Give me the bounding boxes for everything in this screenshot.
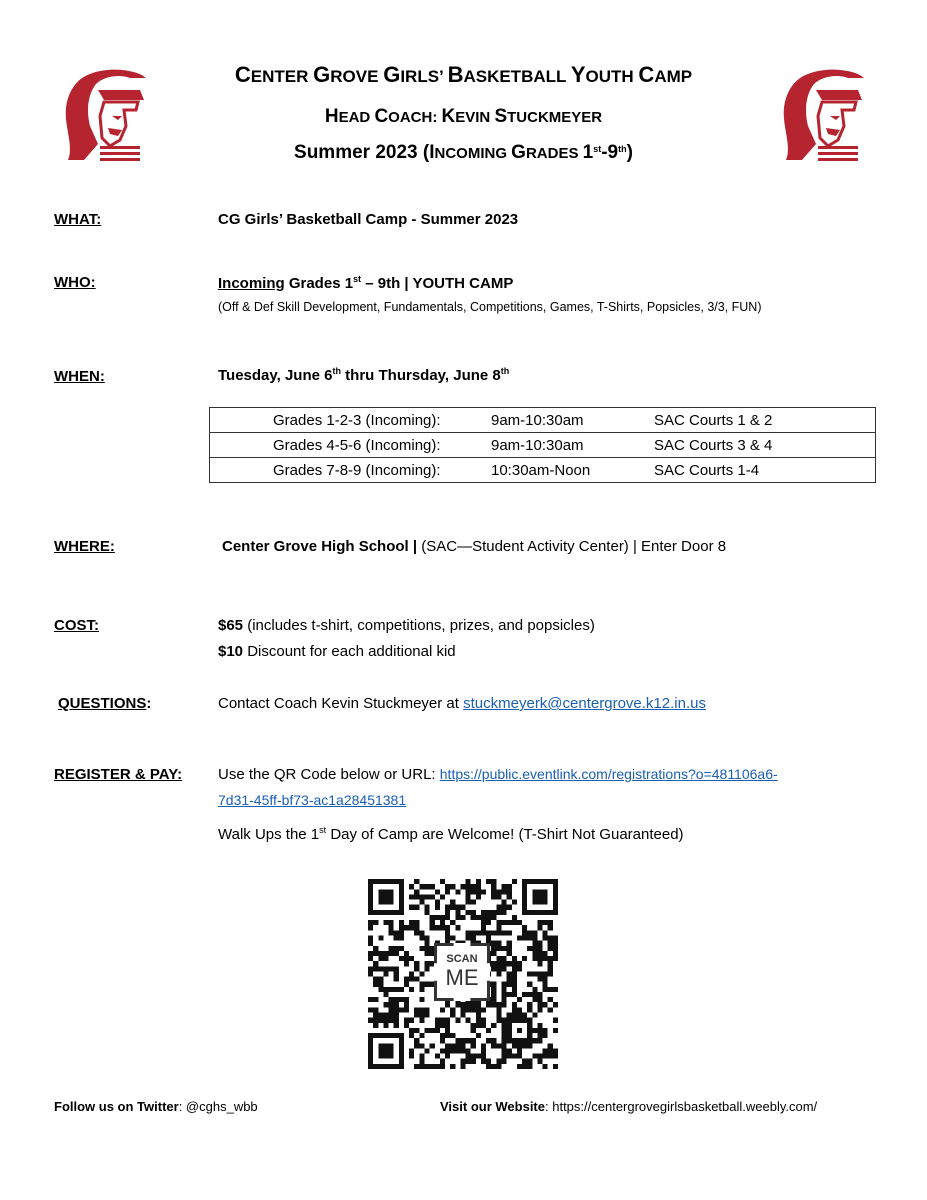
questions-text: Contact Coach Kevin Stuckmeyer at: [218, 695, 464, 712]
website-url[interactable]: : https://centergrovegirlsbasketball.weebly.com/: [545, 1099, 818, 1114]
title-word: YOUTH: [570, 62, 634, 87]
page-title: [0, 62, 927, 88]
cost-price: $65: [218, 617, 244, 634]
questions-label: [58, 695, 151, 712]
season-line: [0, 142, 927, 164]
title-word: STUCKMEYER: [494, 106, 603, 127]
season-sup2: th: [618, 144, 627, 154]
schedule-grades: Grades 7-8-9 (Incoming):: [210, 458, 492, 483]
website-label: Visit our Website: [440, 1099, 545, 1114]
walkup-sup: st: [319, 825, 327, 835]
schedule-grades: Grades 4-5-6 (Incoming):: [210, 433, 492, 458]
when-b: thru Thursday, June 8: [341, 367, 501, 384]
registration-url-link[interactable]: https://public.eventlink.com/registrations?o=481106a6-: [439, 766, 778, 782]
register-label: REGISTER & PAY:: [54, 766, 183, 783]
schedule-location: SAC Courts 1-4: [654, 458, 876, 483]
season-a: Summer 2023 (: [294, 142, 430, 163]
register-text: Use the QR Code below or URL:: [218, 766, 440, 783]
website-line: [440, 1099, 817, 1114]
schedule-location: SAC Courts 3 & 4: [654, 433, 876, 458]
title-word: KEVIN: [441, 106, 491, 127]
who-sup: st: [353, 274, 362, 284]
when-a: Tuesday, June 6: [218, 367, 333, 384]
who-details: (Off & Def Skill Development, Fundamentals, Competitions, Games, T-Shirts, Popsicles, 3/3, FUN): [218, 300, 762, 314]
schedule-row: [210, 408, 876, 433]
title-word: CENTER: [234, 62, 309, 87]
season-d: ): [626, 142, 633, 163]
when-sup2: th: [500, 366, 510, 376]
schedule-time: 9am-10:30am: [491, 408, 654, 433]
who-incoming: Incoming: [218, 275, 285, 292]
registration-url-link-cont[interactable]: 7d31-45ff-bf73-ac1a28451381: [218, 792, 407, 808]
twitter-handle[interactable]: : @cghs_wbb: [178, 1099, 258, 1114]
twitter-label: Follow us on Twitter: [54, 1099, 179, 1114]
season-c: -9: [601, 142, 619, 163]
walkup-b: Day of Camp are Welcome! (T-Shirt Not Guaranteed): [326, 826, 684, 843]
title-word: GIRLS’: [383, 62, 443, 87]
when-value: [218, 366, 509, 384]
schedule-location: SAC Courts 1 & 2: [654, 408, 876, 433]
register-line1: [218, 766, 778, 783]
title-word: CAMP: [638, 62, 693, 87]
questions-label-text: QUESTIONS: [58, 695, 147, 712]
schedule-table: [209, 407, 876, 483]
cost-discount-line: [218, 643, 456, 660]
cost-price-text: (includes t-shirt, competitions, prizes, and popsicles): [243, 617, 595, 634]
season-b: INCOMING GRADES 1: [429, 142, 594, 163]
where-rest: (SAC—Student Activity Center) | Enter Door 8: [417, 538, 727, 555]
qr-code[interactable]: [368, 879, 558, 1069]
what-value: CG Girls’ Basketball Camp - Summer 2023: [218, 211, 519, 228]
register-line2: [218, 792, 406, 808]
when-label: WHEN:: [54, 368, 105, 385]
twitter-line: [54, 1099, 258, 1114]
what-label: WHAT:: [54, 211, 102, 228]
who-label: WHO:: [54, 274, 96, 291]
title-word: GROVE: [313, 62, 379, 87]
scan-me-box: [434, 943, 490, 1001]
questions-colon: :: [146, 695, 152, 712]
schedule-time: 9am-10:30am: [491, 433, 654, 458]
schedule-row: [210, 458, 876, 483]
when-sup1: th: [332, 366, 341, 376]
title-word: HEAD: [324, 106, 371, 127]
cost-price-line: [218, 617, 595, 634]
title-word: COACH:: [374, 106, 438, 127]
where-school: Center Grove High School |: [222, 538, 418, 555]
coach-email-link[interactable]: stuckmeyerk@centergrove.k12.in.us: [463, 695, 706, 712]
scan-text: SCAN: [446, 953, 478, 965]
season-sup1: st: [593, 144, 602, 154]
who-value: [218, 274, 513, 292]
where-label: WHERE:: [54, 538, 115, 555]
questions-value: [218, 695, 706, 712]
cost-discount-text: Discount for each additional kid: [243, 643, 456, 660]
who-grades-b: – 9th | YOUTH CAMP: [361, 275, 514, 292]
head-coach-line: [0, 106, 927, 128]
cost-label: COST:: [54, 617, 99, 634]
walkup-a: Walk Ups the 1: [218, 826, 320, 843]
me-text: ME: [445, 965, 479, 990]
title-word: BASKETBALL: [447, 62, 567, 87]
schedule-row: [210, 433, 876, 458]
who-grades-a: Grades 1: [284, 275, 354, 292]
schedule-time: 10:30am-Noon: [491, 458, 654, 483]
schedule-grades: Grades 1-2-3 (Incoming):: [210, 408, 492, 433]
cost-discount: $10: [218, 643, 244, 660]
where-value: [222, 538, 726, 555]
walkup-line: [218, 825, 684, 843]
